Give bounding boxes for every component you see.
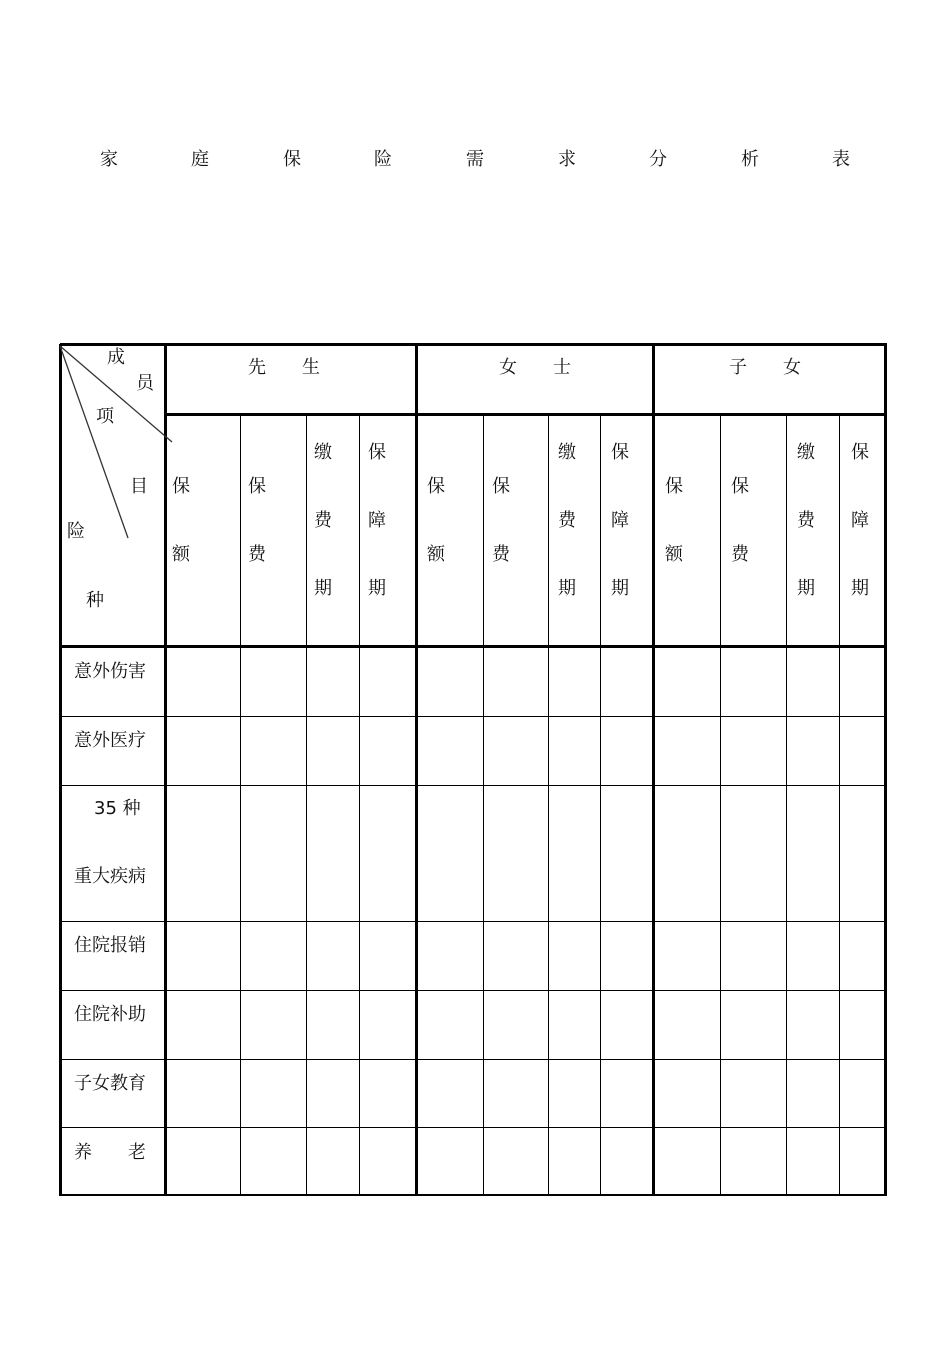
corner-label-member-2: 员 <box>136 373 154 394</box>
sub-header-char: 障 <box>368 510 386 531</box>
sub-header-char: 期 <box>558 578 576 599</box>
title-char: 保 <box>283 149 301 170</box>
row-label-insurance-type: 养 老 <box>74 1142 146 1163</box>
sub-header-char: 保 <box>492 476 510 497</box>
sub-header-char: 保 <box>731 476 749 497</box>
row-label-insurance-type: 意外医疗 <box>74 730 146 751</box>
member-header-wife: 女 士 <box>499 357 571 378</box>
sub-header-char: 保 <box>368 442 386 463</box>
title-char: 庭 <box>191 149 209 170</box>
sub-header-char: 费 <box>314 510 332 531</box>
title-char: 析 <box>741 149 759 170</box>
sub-header-char: 费 <box>492 544 510 565</box>
sub-header-char: 保 <box>665 476 683 497</box>
sub-header-char: 额 <box>427 544 445 565</box>
sub-header-char: 障 <box>611 510 629 531</box>
title-char: 家 <box>100 149 118 170</box>
row-label-insurance-type: 重大疾病 <box>74 866 146 887</box>
corner-label-member-1: 成 <box>107 347 125 368</box>
title-char: 表 <box>832 149 850 170</box>
sub-header-char: 期 <box>851 578 869 599</box>
sub-header-char: 期 <box>368 578 386 599</box>
row-label-insurance-type: 住院报销 <box>74 935 146 956</box>
sub-header-char: 费 <box>731 544 749 565</box>
corner-label-type-1: 险 <box>67 521 85 542</box>
sub-header-char: 缴 <box>314 442 332 463</box>
sub-header-char: 保 <box>851 442 869 463</box>
title-char: 需 <box>466 149 484 170</box>
row-label-insurance-type: 35 种 <box>94 798 141 819</box>
member-header-children: 子 女 <box>729 357 801 378</box>
sub-header-char: 障 <box>851 510 869 531</box>
sub-header-char: 期 <box>611 578 629 599</box>
title-char: 求 <box>558 149 576 170</box>
sub-header-char: 费 <box>797 510 815 531</box>
sub-header-char: 保 <box>427 476 445 497</box>
title-char: 分 <box>649 149 667 170</box>
sub-header-char: 期 <box>797 578 815 599</box>
sub-header-char: 费 <box>558 510 576 531</box>
row-label-insurance-type: 意外伤害 <box>74 661 146 682</box>
member-header-husband: 先 生 <box>248 357 320 378</box>
sub-header-char: 保 <box>248 476 266 497</box>
sub-header-char: 期 <box>314 578 332 599</box>
sub-header-char: 缴 <box>558 442 576 463</box>
row-label-insurance-type: 子女教育 <box>74 1073 146 1094</box>
row-label-insurance-type: 住院补助 <box>74 1004 146 1025</box>
sub-header-char: 额 <box>665 544 683 565</box>
sub-header-char: 费 <box>248 544 266 565</box>
corner-label-type-2: 种 <box>86 590 104 611</box>
corner-label-item-1: 项 <box>96 406 114 427</box>
title-char: 险 <box>374 149 392 170</box>
corner-label-item-2: 目 <box>130 476 148 497</box>
sub-header-char: 保 <box>611 442 629 463</box>
sub-header-char: 保 <box>172 476 190 497</box>
sub-header-char: 缴 <box>797 442 815 463</box>
sub-header-char: 额 <box>172 544 190 565</box>
